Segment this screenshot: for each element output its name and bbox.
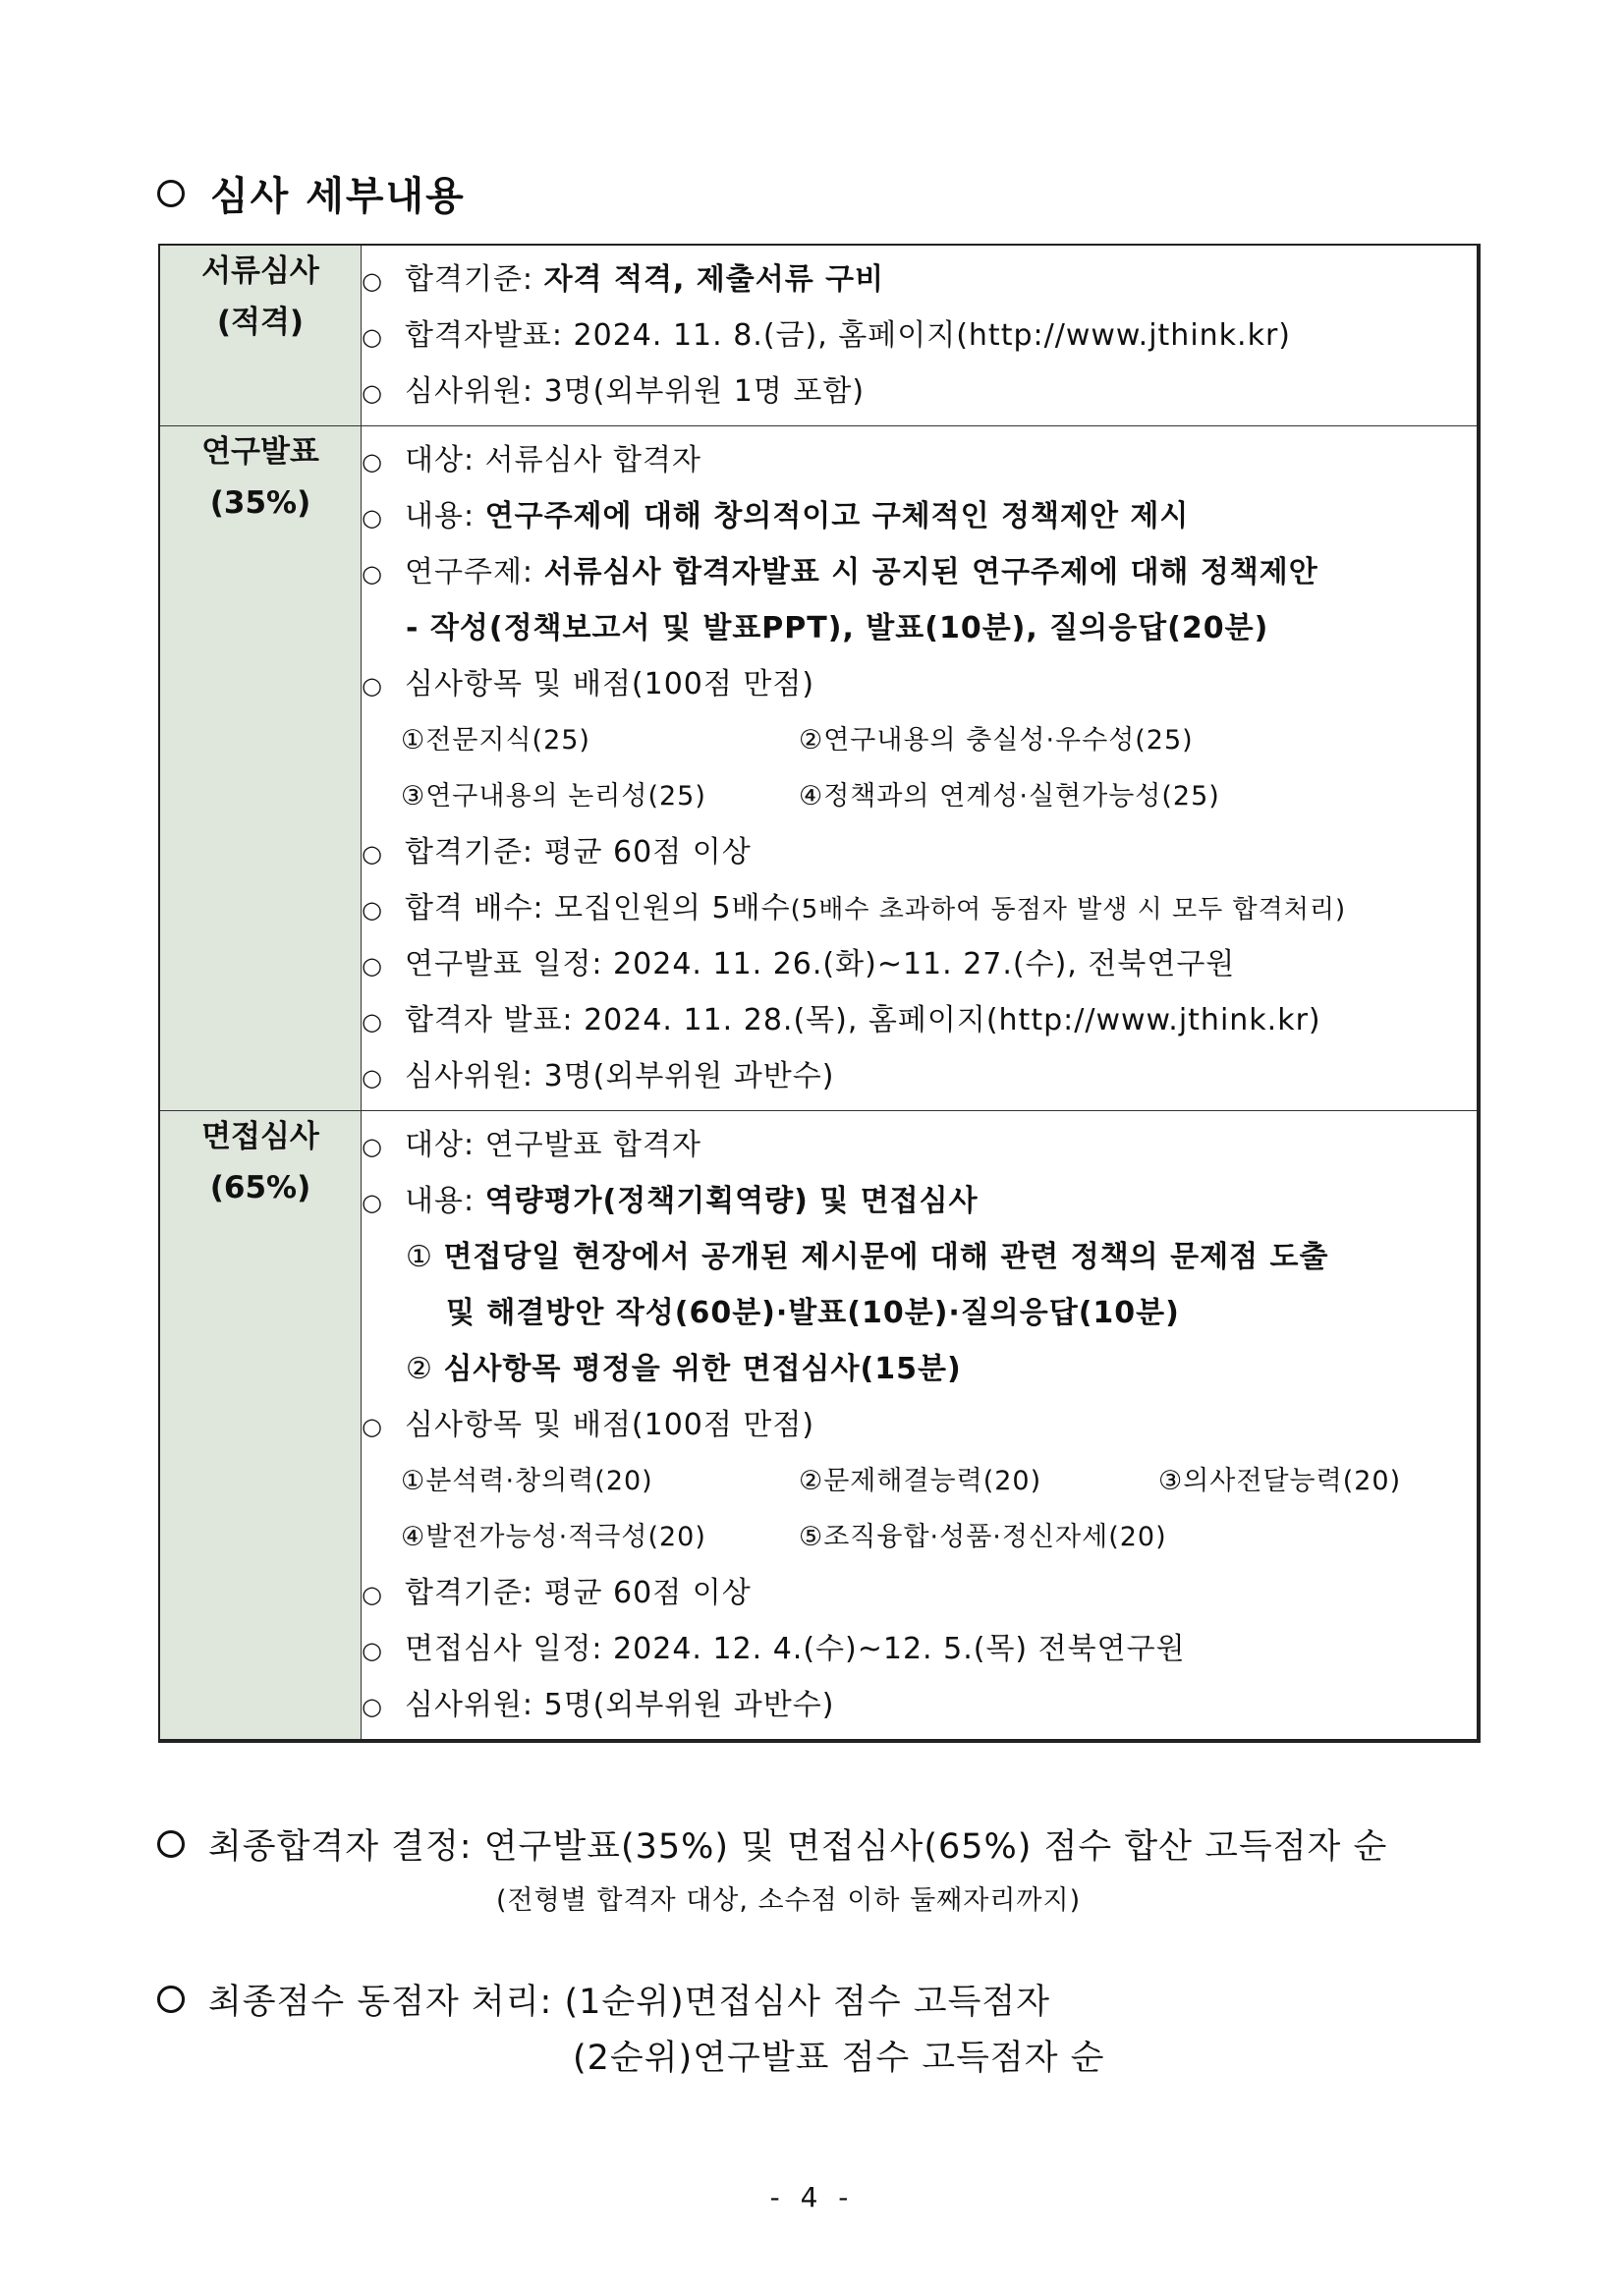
bullet-line [362, 1173, 1477, 1229]
emphasized-text: 및 해결방안 작성(60분)·발표(10분)·질의응답(10분) [446, 1296, 1180, 1330]
score-item: ①전문지식(25) [401, 725, 590, 756]
tie-break-second [573, 2031, 1105, 2080]
tie-break [157, 1975, 1050, 2024]
exam-details-table [158, 244, 1481, 1743]
bullet-line [362, 1397, 1477, 1453]
row-label-weight: (35%) [209, 485, 311, 521]
line-text: 심사위원: 5명(외부위원 과반수) [405, 1688, 835, 1722]
row-label-weight: (65%) [209, 1170, 311, 1205]
emphasized-text: 서류심사 합격자발표 시 공지된 연구주제에 대해 정책제안 [543, 555, 1318, 589]
line-text: 심사위원: 3명(외부위원 1명 포함) [405, 374, 866, 409]
circle-bullet-icon: ○ [362, 560, 383, 588]
circle-bullet-icon: ○ [362, 1189, 383, 1216]
bullet-line [362, 308, 1477, 364]
score-item: ④발전가능성·적극성(20) [401, 1522, 706, 1552]
line-text: 합격기준: [405, 262, 544, 297]
circle-bullet-icon [157, 1986, 185, 2013]
row-label [159, 426, 362, 1111]
circle-bullet-icon: ○ [362, 1133, 383, 1160]
line-text: 대상: 연구발표 합격자 [405, 1128, 701, 1162]
line-text: 연구주제: [405, 555, 544, 589]
final-decision-text: 최종합격자 결정: 연구발표(35%) 및 면접심사(65%) 점수 합산 고득점자 순 [208, 1827, 1388, 1867]
numbered-line [362, 1341, 1477, 1397]
section-title-text: 심사 세부내용 [210, 174, 466, 219]
exam-row [159, 426, 1479, 1111]
bullet-line [362, 252, 1477, 308]
circle-bullet-icon [157, 1830, 185, 1858]
final-decision [157, 1820, 1387, 1869]
tie-break-text: 최종점수 동점자 처리: (1순위)면접심사 점수 고득점자 [208, 1983, 1051, 2022]
line-text: 합격자 발표: 2024. 11. 28.(목), 홈페이지(http://www.jthink.kr) [405, 1003, 1321, 1037]
row-label-title: 서류심사 [201, 253, 319, 289]
section-title [157, 165, 466, 221]
line-text: 대상: 서류심사 합격자 [405, 443, 701, 477]
row-label-title: 면접심사 [201, 1119, 319, 1154]
bullet-line [362, 936, 1477, 992]
bullet-line [362, 656, 1477, 712]
numbered-line-continued [362, 1285, 1477, 1341]
line-text: 합격 배수: 모집인원의 5배수 [405, 891, 791, 925]
exam-row [159, 1111, 1479, 1742]
line-text: (5배수 초과하여 동점자 발생 시 모두 합격처리) [790, 895, 1347, 924]
row-label [159, 245, 362, 426]
bullet-line [362, 364, 1477, 420]
score-item: ①분석력·창의력(20) [401, 1466, 653, 1496]
circle-bullet-icon: ○ [362, 323, 383, 351]
score-item: ②연구내용의 충실성·우수성(25) [799, 725, 1194, 756]
line-text: 합격기준: 평균 60점 이상 [405, 835, 752, 869]
sub-line [362, 600, 1477, 656]
line-text: 내용: [405, 1184, 485, 1218]
line-text: ① [406, 1240, 444, 1274]
bullet-line [362, 1677, 1477, 1733]
circle-bullet-icon: ○ [362, 840, 383, 868]
bullet-line [362, 1565, 1477, 1621]
bullet-line [362, 1048, 1477, 1104]
emphasized-text: 면접당일 현장에서 공개된 제시문에 대해 관련 정책의 문제점 도출 [443, 1240, 1329, 1274]
circle-bullet-icon: ○ [362, 1008, 383, 1036]
line-text: 면접심사 일정: 2024. 12. 4.(수)~12. 5.(목) 전북연구원 [405, 1632, 1186, 1666]
score-items-line [362, 1509, 1477, 1565]
bullet-line [362, 432, 1477, 488]
row-label [159, 1111, 362, 1742]
emphasized-text: 자격 적격, 제출서류 구비 [543, 262, 885, 297]
circle-bullet-icon: ○ [362, 896, 383, 924]
final-decision-note: (전형별 합격자 대상, 소수점 이하 둘째자리까지) [496, 1885, 1082, 1916]
line-text: ② [406, 1352, 444, 1386]
score-items-line [362, 1453, 1477, 1509]
page-number: - 4 - [769, 2181, 855, 2213]
score-item: ②문제해결능력(20) [799, 1466, 1042, 1496]
bullet-line [362, 824, 1477, 880]
emphasized-text: - 작성(정책보고서 및 발표PPT), 발표(10분), 질의응답(20분) [406, 611, 1269, 645]
bullet-line [362, 488, 1477, 544]
row-content [362, 1111, 1480, 1742]
score-item: ⑤조직융합·성품·정신자세(20) [799, 1522, 1167, 1552]
score-item: ④정책과의 연계성·실현가능성(25) [799, 781, 1220, 812]
bullet-line [362, 880, 1477, 936]
line-text: 내용: [405, 499, 485, 533]
tie-break-second-text: (2순위)연구발표 점수 고득점자 순 [573, 2039, 1105, 2078]
line-text: 심사위원: 3명(외부위원 과반수) [405, 1059, 835, 1093]
line-text: 합격자발표: 2024. 11. 8.(금), 홈페이지(http://www.jthink.kr) [405, 318, 1291, 353]
numbered-line [362, 1229, 1477, 1285]
circle-bullet-icon: ○ [362, 1693, 383, 1720]
circle-bullet-icon: ○ [362, 1413, 383, 1440]
circle-bullet-icon: ○ [362, 672, 383, 700]
bullet-line [362, 992, 1477, 1048]
row-label-weight: (적격) [216, 305, 305, 340]
row-content [362, 426, 1480, 1111]
row-label-title: 연구발표 [201, 434, 319, 470]
emphasized-text: 역량평가(정책기획역량) 및 면접심사 [484, 1184, 979, 1218]
score-item: ③연구내용의 논리성(25) [401, 781, 706, 812]
emphasized-text: 심사항목 평정을 위한 면접심사(15분) [443, 1352, 962, 1386]
circle-bullet-icon: ○ [362, 1637, 383, 1664]
score-items-line [362, 768, 1477, 824]
line-text: 연구발표 일정: 2024. 11. 26.(화)~11. 27.(수), 전북연구원 [405, 947, 1236, 981]
circle-bullet-icon: ○ [362, 1581, 383, 1608]
circle-bullet-icon: ○ [362, 952, 383, 980]
line-text: 심사항목 및 배점(100점 만점) [405, 667, 815, 701]
bullet-line [362, 1621, 1477, 1677]
emphasized-text: 연구주제에 대해 창의적이고 구체적인 정책제안 제시 [484, 499, 1190, 533]
bullet-line [362, 544, 1477, 600]
line-text: 합격기준: 평균 60점 이상 [405, 1576, 752, 1610]
circle-bullet-icon: ○ [362, 1064, 383, 1092]
score-item: ③의사전달능력(20) [1158, 1466, 1402, 1496]
circle-bullet-icon: ○ [362, 267, 383, 295]
circle-bullet-icon: ○ [362, 504, 383, 532]
circle-bullet-icon [157, 180, 185, 207]
bullet-line [362, 1117, 1477, 1173]
circle-bullet-icon: ○ [362, 379, 383, 407]
row-content [362, 245, 1480, 426]
score-items-line [362, 712, 1477, 768]
line-text: 심사항목 및 배점(100점 만점) [405, 1408, 815, 1442]
circle-bullet-icon: ○ [362, 448, 383, 476]
exam-row [159, 245, 1479, 426]
